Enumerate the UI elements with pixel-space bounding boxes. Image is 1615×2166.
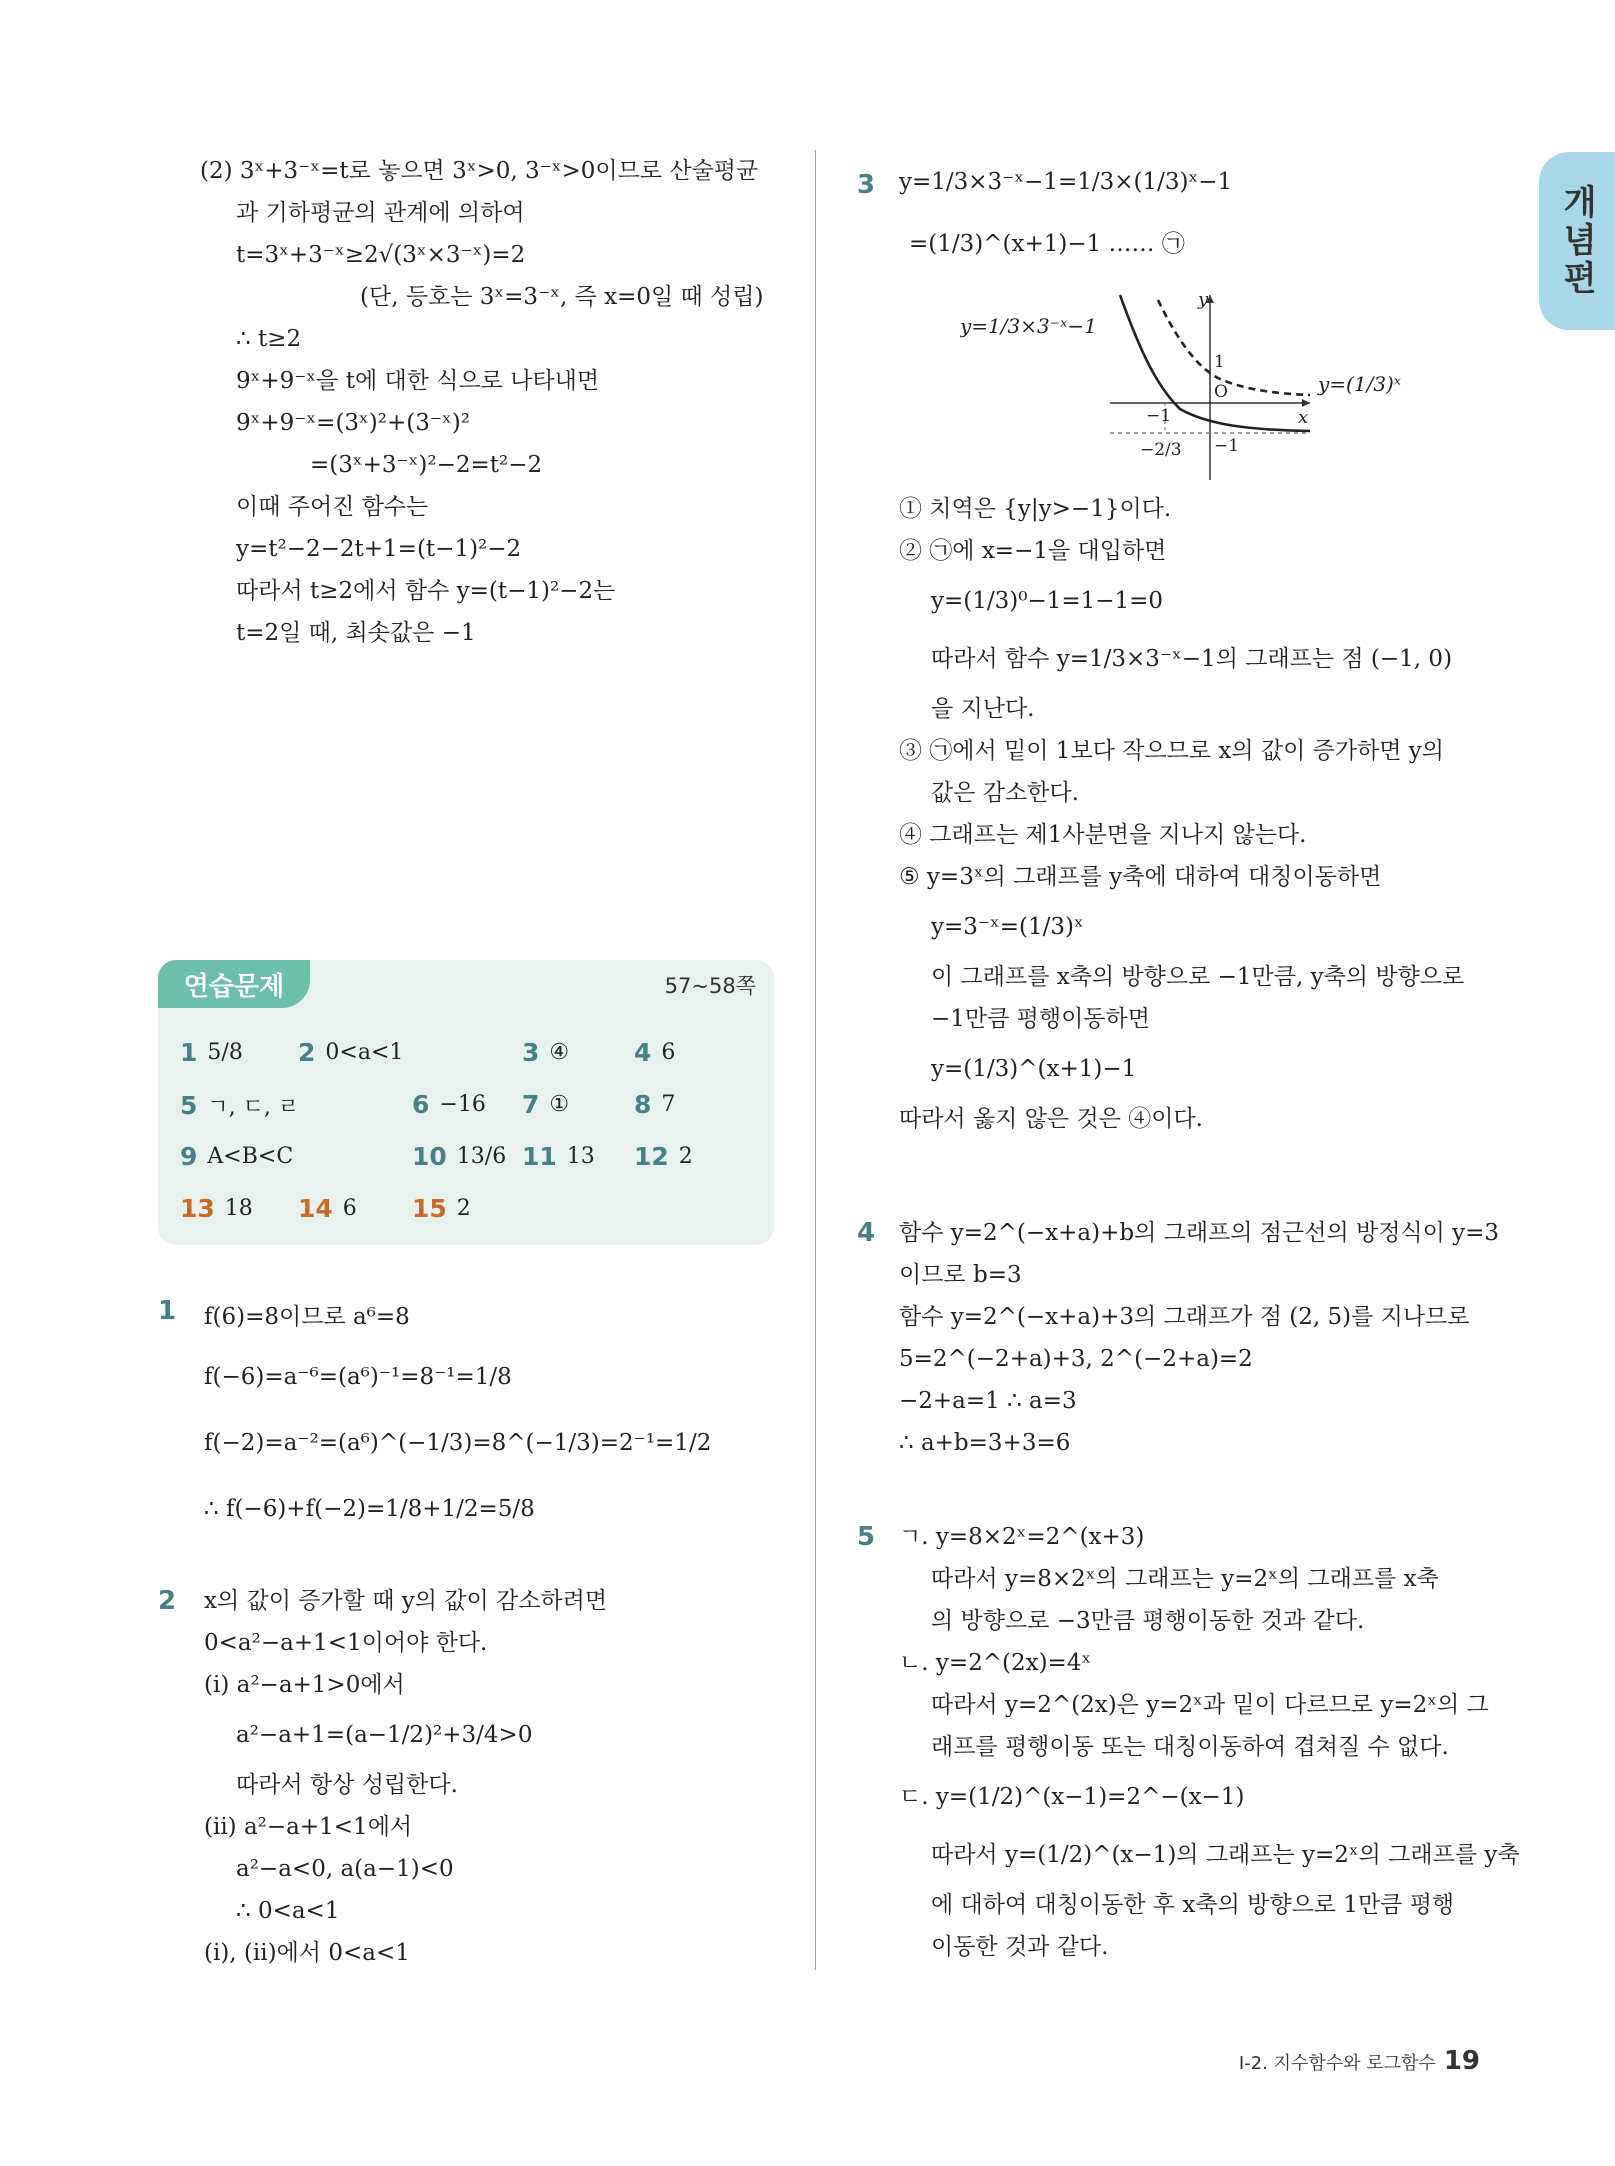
text-line: 이므로 b=3 [899,1262,1022,1288]
text-line: ② ㉠에 x=−1을 대입하면 [899,538,1167,564]
practice-pages: 57~58쪽 [664,974,756,998]
text-line: 5=2^(−2+a)+3, 2^(−2+a)=2 [899,1346,1253,1372]
text-line: 함수 y=2^(−x+a)+b의 그래프의 점근선의 방정식이 y=3 [899,1220,1500,1246]
exponential-graph [960,285,1410,495]
solution-1 [150,1290,790,1542]
text-line: (2) 3ˣ+3⁻ˣ=t로 놓으면 3ˣ>0, 3⁻ˣ>0이므로 산술평균 [200,158,759,184]
text-line: (i) a²−a+1>0에서 [204,1672,405,1698]
text-line: ③ ㉠에서 밑이 1보다 작으므로 x의 값이 증가하면 y의 [899,738,1445,764]
answer-item: 1 5/8 [180,1038,243,1067]
text-line: 따라서 y=2^(2x)은 y=2ˣ과 밑이 다르므로 y=2ˣ의 그 [931,1692,1489,1718]
solution-number: 5 [857,1522,876,1552]
text-line: f(−2)=a⁻²=(a⁶)^(−1/3)=8^(−1/3)=2⁻¹=1/2 [204,1430,712,1456]
x-axis-arrow [1302,399,1310,407]
solution-number: 2 [158,1586,177,1616]
solution-number: 4 [857,1218,876,1248]
answer-item: 12 2 [634,1142,693,1171]
text-line: −1만큼 평행이동하면 [931,1006,1150,1032]
solution-5 [845,1516,1520,1968]
text-line: ∴ 0<a<1 [236,1898,340,1924]
side-tab [1539,152,1615,330]
answer-item: 6 −16 [412,1090,486,1119]
curve-label-shifted: y=1/3×3⁻ˣ−1 [960,314,1097,338]
text-line: 9ˣ+9⁻ˣ을 t에 대한 식으로 나타내면 [236,368,600,394]
answer-item: 7 ① [522,1090,570,1119]
tick-label-minus-one-y: −1 [1214,436,1240,456]
origin-label: O [1214,382,1228,402]
tick-label-minus-two-thirds: −2/3 [1140,440,1182,460]
text-line: 의 방향으로 −3만큼 평행이동한 것과 같다. [931,1608,1365,1634]
answer-item: 15 2 [412,1194,471,1223]
text-line: 을 지난다. [931,696,1035,722]
text-line: =(3ˣ+3⁻ˣ)²−2=t²−2 [310,452,543,478]
answer-item: 8 7 [634,1090,676,1119]
text-line: =(1/3)^(x+1)−1 …… ㉠ [909,231,1185,257]
left-column [150,150,790,654]
text-line: (ii) a²−a+1<1에서 [204,1814,413,1840]
chapter-label: I-2. 지수함수와 로그함수 [1238,2053,1436,2074]
text-line: −2+a=1 ∴ a=3 [899,1388,1077,1414]
answer-item: 13 18 [180,1194,253,1223]
text-line: 과 기하평균의 관계에 의하여 [236,200,525,226]
text-line: f(6)=8이므로 a⁶=8 [204,1304,410,1330]
text-line: y=t²−2−2t+1=(t−1)²−2 [236,536,522,562]
answer-item: 9 A<B<C [180,1142,294,1171]
text-line: 따라서 함수 y=1/3×3⁻ˣ−1의 그래프는 점 (−1, 0) [931,646,1453,672]
practice-answer-box [158,960,774,1245]
text-line: 값은 감소한다. [931,780,1079,806]
text-line: (단, 등호는 3ˣ=3⁻ˣ, 즉 x=0일 때 성립) [360,284,764,310]
answer-item: 3 ④ [522,1038,570,1067]
text-line: 이동한 것과 같다. [931,1934,1109,1960]
practice-title: 연습문제 [158,960,310,1008]
column-divider [815,150,816,1970]
text-line: 따라서 y=(1/2)^(x−1)의 그래프는 y=2ˣ의 그래프를 y축 [931,1842,1520,1868]
text-line: y=1/3×3⁻ˣ−1=1/3×(1/3)ˣ−1 [899,169,1233,195]
answer-item: 14 6 [298,1194,357,1223]
solution-3-body [845,488,1485,1140]
solution-number: 3 [857,170,876,200]
text-line: ④ 그래프는 제1사분면을 지나지 않는다. [899,822,1307,848]
solution-3 [845,150,1485,274]
text-line: 이때 주어진 함수는 [236,494,429,520]
text-line: ㄴ. y=2^(2x)=4ˣ [899,1650,1092,1676]
text-line: 따라서 t≥2에서 함수 y=(t−1)²−2는 [236,578,616,604]
text-line: f(−6)=a⁻⁶=(a⁶)⁻¹=8⁻¹=1/8 [204,1364,512,1390]
text-line: 9ˣ+9⁻ˣ=(3ˣ)²+(3⁻ˣ)² [236,410,470,436]
side-tab-label: 개념편 [1556,184,1597,298]
tick-label-one: 1 [1214,352,1225,372]
page-number: 19 [1443,2046,1480,2076]
answer-item: 10 13/6 [412,1142,507,1171]
text-line: ∴ t≥2 [236,326,302,352]
y-axis-label: y [1198,289,1209,310]
text-line: ∴ f(−6)+f(−2)=1/8+1/2=5/8 [204,1496,535,1522]
text-line: ① 치역은 {y|y>−1}이다. [899,496,1172,522]
tick-label-minus-one-x: −1 [1146,406,1172,426]
text-line: 에 대하여 대칭이동한 후 x축의 방향으로 1만큼 평행 [931,1892,1455,1918]
text-line: t=3ˣ+3⁻ˣ≥2√(3ˣ×3⁻ˣ)=2 [236,242,526,268]
text-line: ⑤ y=3ˣ의 그래프를 y축에 대하여 대칭이동하면 [899,864,1382,890]
text-line: x의 값이 증가할 때 y의 값이 감소하려면 [204,1588,608,1614]
text-line: 따라서 항상 성립한다. [236,1772,458,1798]
page-footer [1230,2046,1480,2076]
solution-4 [845,1212,1500,1464]
answer-item: 4 6 [634,1038,676,1067]
text-line: y=(1/3)⁰−1=1−1=0 [931,588,1164,614]
text-line: y=(1/3)^(x+1)−1 [931,1056,1137,1082]
text-line: t=2일 때, 최솟값은 −1 [236,620,476,646]
curve-label-power: y=(1/3)ˣ [1318,372,1401,396]
solution-2 [150,1580,790,1974]
solution-number: 1 [158,1296,177,1326]
answer-item: 2 0<a<1 [298,1038,404,1067]
curve-one-third-power [1158,300,1310,395]
text-line: 함수 y=2^(−x+a)+3의 그래프가 점 (2, 5)를 지나므로 [899,1304,1470,1330]
text-line: 따라서 y=8×2ˣ의 그래프는 y=2ˣ의 그래프를 x축 [931,1566,1439,1592]
text-line: ㄱ. y=8×2ˣ=2^(x+3) [899,1524,1145,1550]
answer-item: 5 ㄱ, ㄷ, ㄹ [180,1091,300,1120]
text-line: a²−a<0, a(a−1)<0 [236,1856,454,1882]
text-line: y=3⁻ˣ=(1/3)ˣ [931,914,1084,940]
answer-item: 11 13 [522,1142,595,1171]
text-line: 0<a²−a+1<1이어야 한다. [204,1630,488,1656]
x-axis-label: x [1298,407,1309,428]
text-line: 따라서 옳지 않은 것은 ④이다. [899,1106,1203,1132]
text-line: ∴ a+b=3+3=6 [899,1430,1071,1456]
text-line: 래프를 평행이동 또는 대칭이동하여 겹쳐질 수 없다. [931,1734,1449,1760]
text-line: ㄷ. y=(1/2)^(x−1)=2^−(x−1) [899,1784,1245,1810]
text-line: a²−a+1=(a−1/2)²+3/4>0 [236,1722,533,1748]
text-line: (i), (ii)에서 0<a<1 [204,1940,410,1966]
text-line: 이 그래프를 x축의 방향으로 −1만큼, y축의 방향으로 [931,964,1465,990]
